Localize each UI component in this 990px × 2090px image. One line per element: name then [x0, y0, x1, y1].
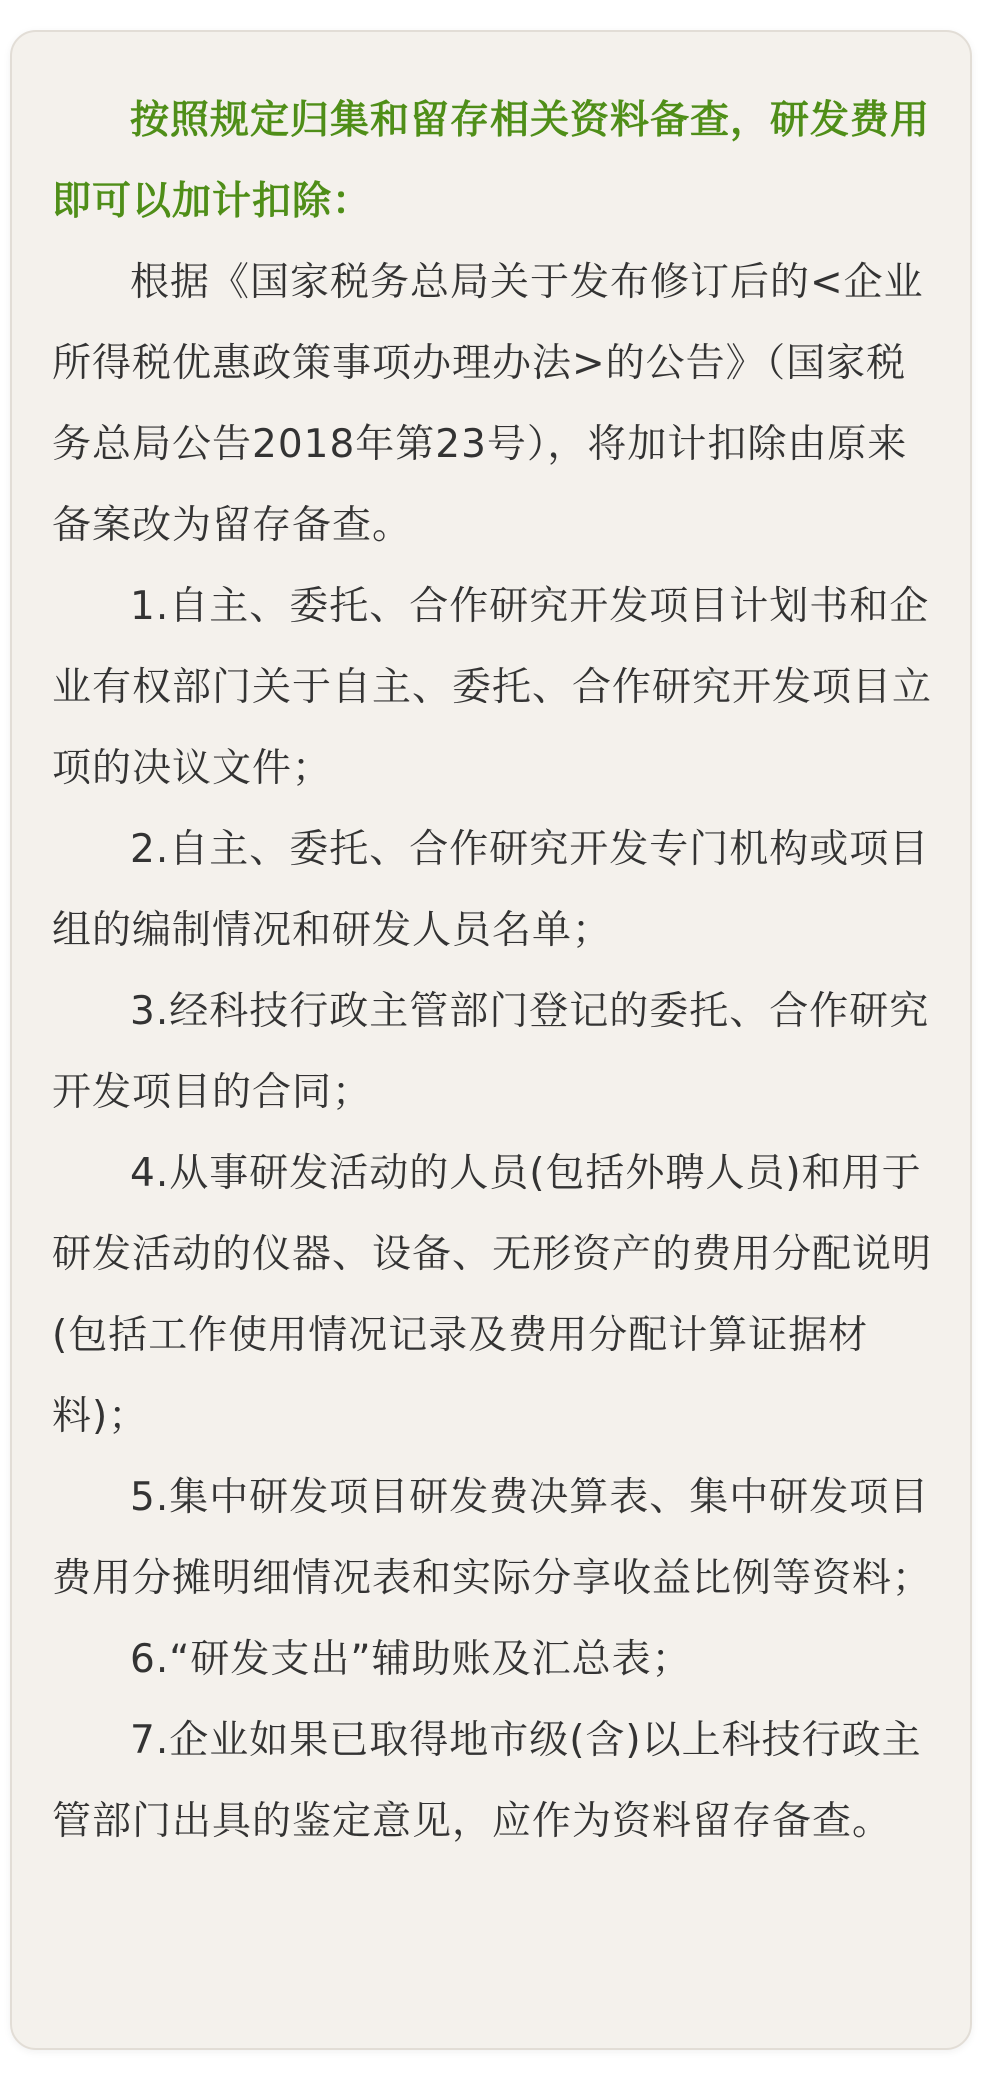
- list-item-7: 7.企业如果已取得地市级(含)以上科技行政主管部门出具的鉴定意见，应作为资料留存备查。: [52, 1718, 922, 1844]
- article-heading: 按照规定归集和留存相关资料备查，研发费用即可以加计扣除：: [52, 98, 931, 224]
- intro-paragraph: 根据《国家税务总局关于发布修订后的<企业所得税优惠政策事项办理办法>的公告》（国家税务总局公告2018年第23号），将加计扣除由原来备案改为留存备查。: [52, 260, 924, 548]
- list-item-4: 4.从事研发活动的人员(包括外聘人员)和用于研发活动的仪器、设备、无形资产的费用分配说明(包括工作使用情况记录及费用分配计算证据材料)；: [52, 1151, 933, 1439]
- list-item-6: 6.“研发支出”辅助账及汇总表；: [130, 1637, 692, 1682]
- list-item-2: 2.自主、委托、合作研究开发专门机构或项目组的编制情况和研发人员名单；: [52, 827, 930, 953]
- list-item-1: 1.自主、委托、合作研究开发项目计划书和企业有权部门关于自主、委托、合作研究开发项目立项的决议文件；: [52, 584, 933, 791]
- list-item-3: 3.经科技行政主管部门登记的委托、合作研究开发项目的合同；: [52, 989, 930, 1115]
- article-card: [10, 30, 972, 2050]
- list-item-5: 5.集中研发项目研发费决算表、集中研发项目费用分摊明细情况表和实际分享收益比例等资料；: [52, 1475, 933, 1601]
